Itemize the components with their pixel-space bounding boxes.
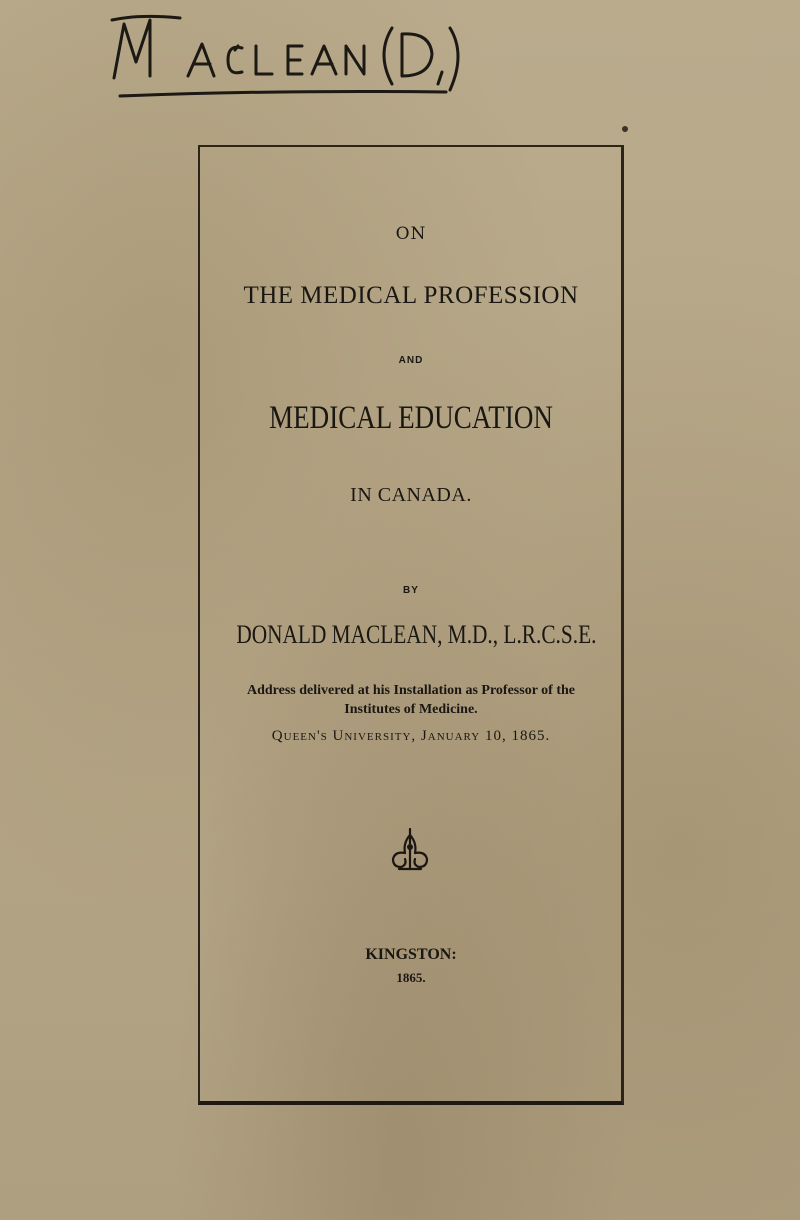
byline-label: BY xyxy=(403,585,419,596)
publication-place: KINGSTON: xyxy=(365,946,457,963)
address-line-3-text: Queen's University, January 10, 1865. xyxy=(271,728,551,744)
title-line-1: THE MEDICAL PROFESSION xyxy=(243,282,579,309)
author-name: DONALD MACLEAN, M.D., L.R.C.S.E. xyxy=(236,620,597,649)
title-page-content xyxy=(198,0,624,1220)
publication-year: 1865. xyxy=(396,970,426,985)
title-line-3: IN CANADA. xyxy=(350,484,472,506)
title-conjunction: AND xyxy=(398,355,424,366)
title-line-2: MEDICAL EDUCATION xyxy=(269,400,553,436)
fleuron-ornament-icon xyxy=(385,825,435,875)
heading-on: ON xyxy=(395,224,427,244)
address-line-1: Address delivered at his Installation as Professor of the xyxy=(247,683,575,698)
address-line-3 xyxy=(198,728,624,745)
address-line-2: Institutes of Medicine. xyxy=(344,702,478,717)
